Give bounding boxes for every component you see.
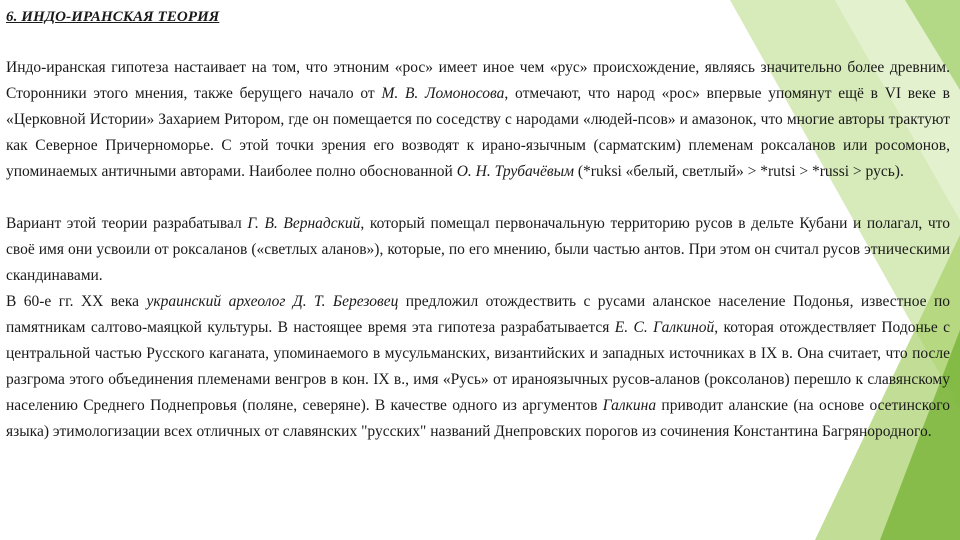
author-name: Галкина	[602, 397, 657, 414]
slide-body	[6, 55, 950, 445]
author-name: украинский археолог Д. Т. Березовец	[146, 293, 399, 310]
author-name: О. Н. Трубачёвым	[456, 163, 574, 180]
text-run: Индо-иранская гипотеза настаивает на том, что этноним «рос» имеет иное чем «рус» происхождение, являясь значительно более древним. Сторонники этого мнения, также берущего начало от	[6, 59, 950, 102]
text-run: предложил отождествить с русами аланское население Подонья, известное по памятникам салтово-маяцкой культуры. В настоящее время эта гипотеза разрабатывается	[6, 293, 950, 336]
text-run: приводит аланские (на основе осетинского языка) этимологизации всех отличных от славянских "русских" названий Днепровских порогов из сочинения Константина Багрянородного.	[6, 397, 950, 440]
paragraph-indo-iranian-hypothesis	[6, 55, 950, 185]
author-name: Е. С. Галкиной	[614, 319, 715, 336]
paragraph-gap	[6, 185, 950, 211]
slide-title: 6. ИНДО-ИРАНСКАЯ ТЕОРИЯ	[6, 9, 220, 25]
text-run: (*ruksi «белый, светлый» > *rutsi > *russi > русь).	[574, 163, 904, 180]
author-name: Г. В. Вернадский	[247, 215, 361, 232]
paragraph-vernadsky-variant	[6, 211, 950, 289]
text-run: , которая отождествляет Подонье с центральной частью Русского каганата, упоминаемого в мусульманских, византийских и западных источниках в IX в. Она считает, что после разгрома этого объединения племенами венгров в кон. IX в., имя «Русь» от ираноязычных русов-аланов (роксоланов) перешло к славянскому населению Среднего Поднепровья (поляне, северяне). В качестве одного из аргументов	[6, 319, 950, 414]
paragraph-berezovets-galkina	[6, 289, 950, 445]
text-run: Вариант этой теории разрабатывал	[6, 215, 248, 232]
text-run: , отмечают, что народ «рос» впервые упомянут ещё в VI веке в «Церковной Истории» Захарием Ритором, где он помещается по соседству с народами «людей-псов» и амазонок, что многие авторы трактуют как Северное Причерноморье. С этой точки зрения его возводят к ирано-язычным (сарматским) племенам роксаланов или росомонов, упоминаемых античными авторами. Наиболее полно обоснованной	[6, 85, 950, 180]
author-name: М. В. Ломоносова	[381, 85, 505, 102]
text-run: , который помещал первоначальную территорию русов в дельте Кубани и полагал, что своё имя они усвоили от роксаланов («светлых аланов»), которые, по его мнению, были частью антов. При этом он считал русов этническими скандинавами.	[6, 215, 950, 284]
text-run: В 60-е гг. XX века	[6, 293, 147, 310]
